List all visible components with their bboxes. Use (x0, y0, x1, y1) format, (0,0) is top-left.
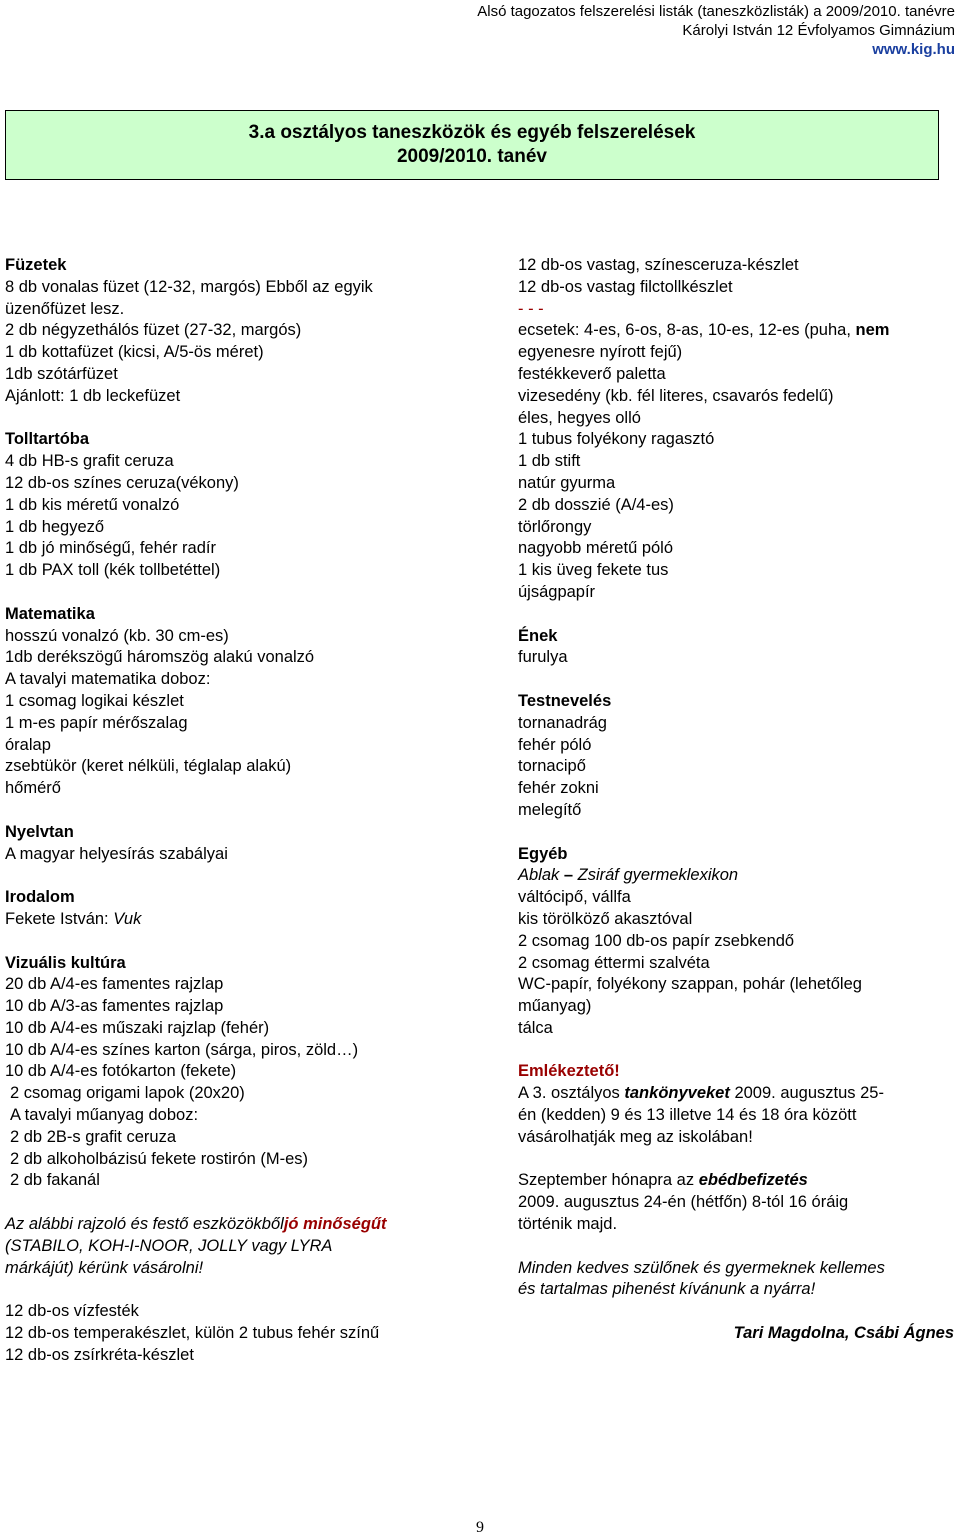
list-item: üzenőfüzet lesz. (5, 299, 125, 318)
section-heading-nyelvtan: Nyelvtan (5, 822, 74, 841)
list-item: hosszú vonalzó (kb. 30 cm-es) (5, 626, 229, 645)
lunch-line-2: 2009. augusztus 24-én (hétfőn) 8-tól 16 óráig (518, 1193, 849, 1212)
lunch-emphasis: ebédbefizetés (698, 1171, 808, 1190)
purchase-note-line-3: márkájút) kérünk vásárolni! (5, 1258, 204, 1277)
list-item: A tavalyi matematika doboz: (5, 670, 211, 689)
lunch-line-1 (518, 1170, 956, 1192)
list-item: 10 db A/3-as famentes rajzlap (5, 997, 224, 1016)
list-item: 2 csomag 100 db-os papír zsebkendő (518, 931, 795, 950)
purchase-note-text: Az alábbi rajzoló és festő eszközökből (5, 1215, 284, 1234)
list-item: 2 csomag origami lapok (20x20) (10, 1084, 245, 1103)
section-heading-tolltarto: Tolltartóba (5, 430, 90, 449)
list-item: éles, hegyes olló (518, 408, 641, 427)
list-item: 10 db A/4-es műszaki rajzlap (fehér) (5, 1018, 270, 1037)
list-item: 2 db alkoholbázisú fekete rostirón (M-es) (10, 1149, 309, 1168)
list-item: 1 m-es papír mérőszalag (5, 713, 188, 732)
wish-line-2: és tartalmas pihenést kívánunk a nyárra! (518, 1280, 816, 1299)
list-item: 1 db jó minőségű, fehér radír (5, 539, 216, 558)
list-item: zsebtükör (keret nélküli, téglalap alakú) (5, 757, 292, 776)
list-item: 1db szótárfüzet (5, 364, 118, 383)
page-header (255, 2, 955, 59)
list-item: tornanadrág (518, 713, 607, 732)
section-heading-enek: Ének (518, 626, 558, 645)
list-item: 1 db stift (518, 452, 581, 471)
list-item (5, 909, 490, 931)
section-heading-egyeb: Egyéb (518, 844, 568, 863)
list-item: A tavalyi műanyag doboz: (10, 1106, 199, 1125)
lunch-line-3: történik majd. (518, 1215, 618, 1234)
list-item: 12 db-os temperakészlet, külön 2 tubus fehér színű (5, 1324, 380, 1343)
list-item: A magyar helyesírás szabályai (5, 844, 228, 863)
purchase-note-line-2: (STABILO, KOH-I-NOOR, JOLLY vagy LYRA (5, 1236, 333, 1255)
list-item: 1db derékszögű háromszög alakú vonalzó (5, 648, 315, 667)
list-item: tálca (518, 1018, 553, 1037)
list-item: 2 db 2B-s grafit ceruza (10, 1127, 176, 1146)
book-title: Vuk (113, 909, 142, 928)
list-item: vizesedény (kb. fél literes, csavarós fedelű) (518, 386, 834, 405)
list-item: 1 csomag logikai készlet (5, 691, 184, 710)
list-item: műanyag) (518, 997, 592, 1016)
list-item: 12 db-os zsírkréta-készlet (5, 1345, 194, 1364)
list-item: kis törölköző akasztóval (518, 909, 693, 928)
list-item: törlőrongy (518, 517, 592, 536)
title-line-1: 3.a osztályos taneszközök és egyéb felszerelések (248, 122, 696, 143)
list-item: 1 db hegyező (5, 517, 105, 536)
section-heading-testneveles: Testnevelés (518, 691, 612, 710)
list-item: 2 db fakanál (10, 1171, 100, 1190)
list-item: 1 tubus folyékony ragasztó (518, 430, 715, 449)
header-line-2: Károlyi István 12 Évfolyamos Gimnázium (682, 22, 955, 39)
list-item: festékkeverő paletta (518, 364, 666, 383)
reminder-emphasis: tankönyveket (624, 1084, 730, 1103)
list-item: 10 db A/4-es színes karton (sárga, piros, zöld…) (5, 1040, 359, 1059)
list-item: tornacipő (518, 757, 586, 776)
list-item: óralap (5, 735, 51, 754)
purchase-note (5, 1214, 490, 1236)
header-url-link[interactable]: www.kig.hu (872, 41, 955, 58)
list-item: furulya (518, 648, 568, 667)
reminder-line-1 (518, 1083, 956, 1105)
section-heading-vizualis: Vizuális kultúra (5, 953, 126, 972)
reminder-date: 2009. augusztus 25- (729, 1084, 884, 1103)
lunch-text: Szeptember hónapra az (518, 1171, 699, 1190)
list-item: 1 kis üveg fekete tus (518, 561, 669, 580)
list-item: 1 db kottafüzet (kicsi, A/5-ös méret) (5, 343, 264, 362)
reminder-heading: Emlékeztető! (518, 1062, 620, 1081)
section-heading-fuzetek: Füzetek (5, 256, 67, 274)
list-item: újságpapír (518, 582, 596, 601)
list-item: 2 db négyzethálós füzet (27-32, margós) (5, 321, 302, 340)
list-item: 12 db-os vastag, színesceruza-készlet (518, 256, 799, 274)
list-item: 10 db A/4-es fotókarton (fekete) (5, 1062, 237, 1081)
brushes-text: ecsetek: 4-es, 6-os, 8-as, 10-es, 12-es (puha, (518, 321, 856, 340)
list-item: melegítő (518, 800, 582, 819)
list-item: 1 db PAX toll (kék tollbetéttel) (5, 561, 221, 580)
purchase-note-highlight: jó minőségűt (283, 1215, 387, 1234)
title-line-2: 2009/2010. tanév (396, 146, 547, 167)
list-item: 2 db dosszié (A/4-es) (518, 495, 674, 514)
wish-line-1: Minden kedves szülőnek és gyermeknek kellemes (518, 1258, 885, 1277)
signature: Tari Magdolna, Csábi Ágnes (733, 1324, 954, 1343)
list-item: hőmérő (5, 779, 61, 798)
list-item: egyenesre nyírott fejű) (518, 343, 683, 362)
list-item: 12 db-os vastag filctollkészlet (518, 277, 733, 296)
list-item: fehér póló (518, 735, 592, 754)
list-item: 8 db vonalas füzet (12-32, margós) Ebből az egyik (5, 277, 373, 296)
left-column (5, 255, 490, 1367)
list-item: váltócipő, vállfa (518, 888, 631, 907)
header-line-1: Alsó tagozatos felszerelési listák (taneszközlisták) a 2009/2010. tanévre (477, 3, 955, 20)
brushes-emphasis: nem (855, 321, 890, 340)
list-item: 20 db A/4-es famentes rajzlap (5, 975, 224, 994)
book-title: Zsiráf gyermeklexikon (577, 866, 739, 885)
list-item: fehér zokni (518, 779, 599, 798)
right-column (518, 255, 956, 1345)
page-number: 9 (476, 1519, 484, 1536)
section-heading-irodalom: Irodalom (5, 888, 75, 907)
title-box (5, 110, 939, 180)
reminder-line-2: én (kedden) 9 és 13 illetve 14 és 18 óra között (518, 1106, 857, 1125)
dashes-separator: - - - (518, 299, 544, 318)
list-item: 12 db-os vízfesték (5, 1302, 139, 1321)
list-item: WC-papír, folyékony szappan, pohár (lehetőleg (518, 975, 862, 994)
reminder-text: A 3. osztályos (518, 1084, 625, 1103)
reminder-line-3: vásárolhatják meg az iskolában! (518, 1127, 753, 1146)
book-publisher: Ablak (518, 866, 560, 885)
book-author: Fekete István: (5, 909, 114, 928)
list-item: 2 csomag éttermi szalvéta (518, 953, 710, 972)
list-item: 1 db kis méretű vonalzó (5, 495, 180, 514)
list-item: natúr gyurma (518, 473, 616, 492)
list-item (518, 320, 956, 342)
list-item: 12 db-os színes ceruza(vékony) (5, 473, 239, 492)
list-item: nagyobb méretű póló (518, 539, 674, 558)
list-item: Ajánlott: 1 db leckefüzet (5, 386, 181, 405)
section-heading-matematika: Matematika (5, 604, 95, 623)
dash: – (559, 866, 578, 885)
list-item: 4 db HB-s grafit ceruza (5, 452, 174, 471)
list-item (518, 865, 956, 887)
